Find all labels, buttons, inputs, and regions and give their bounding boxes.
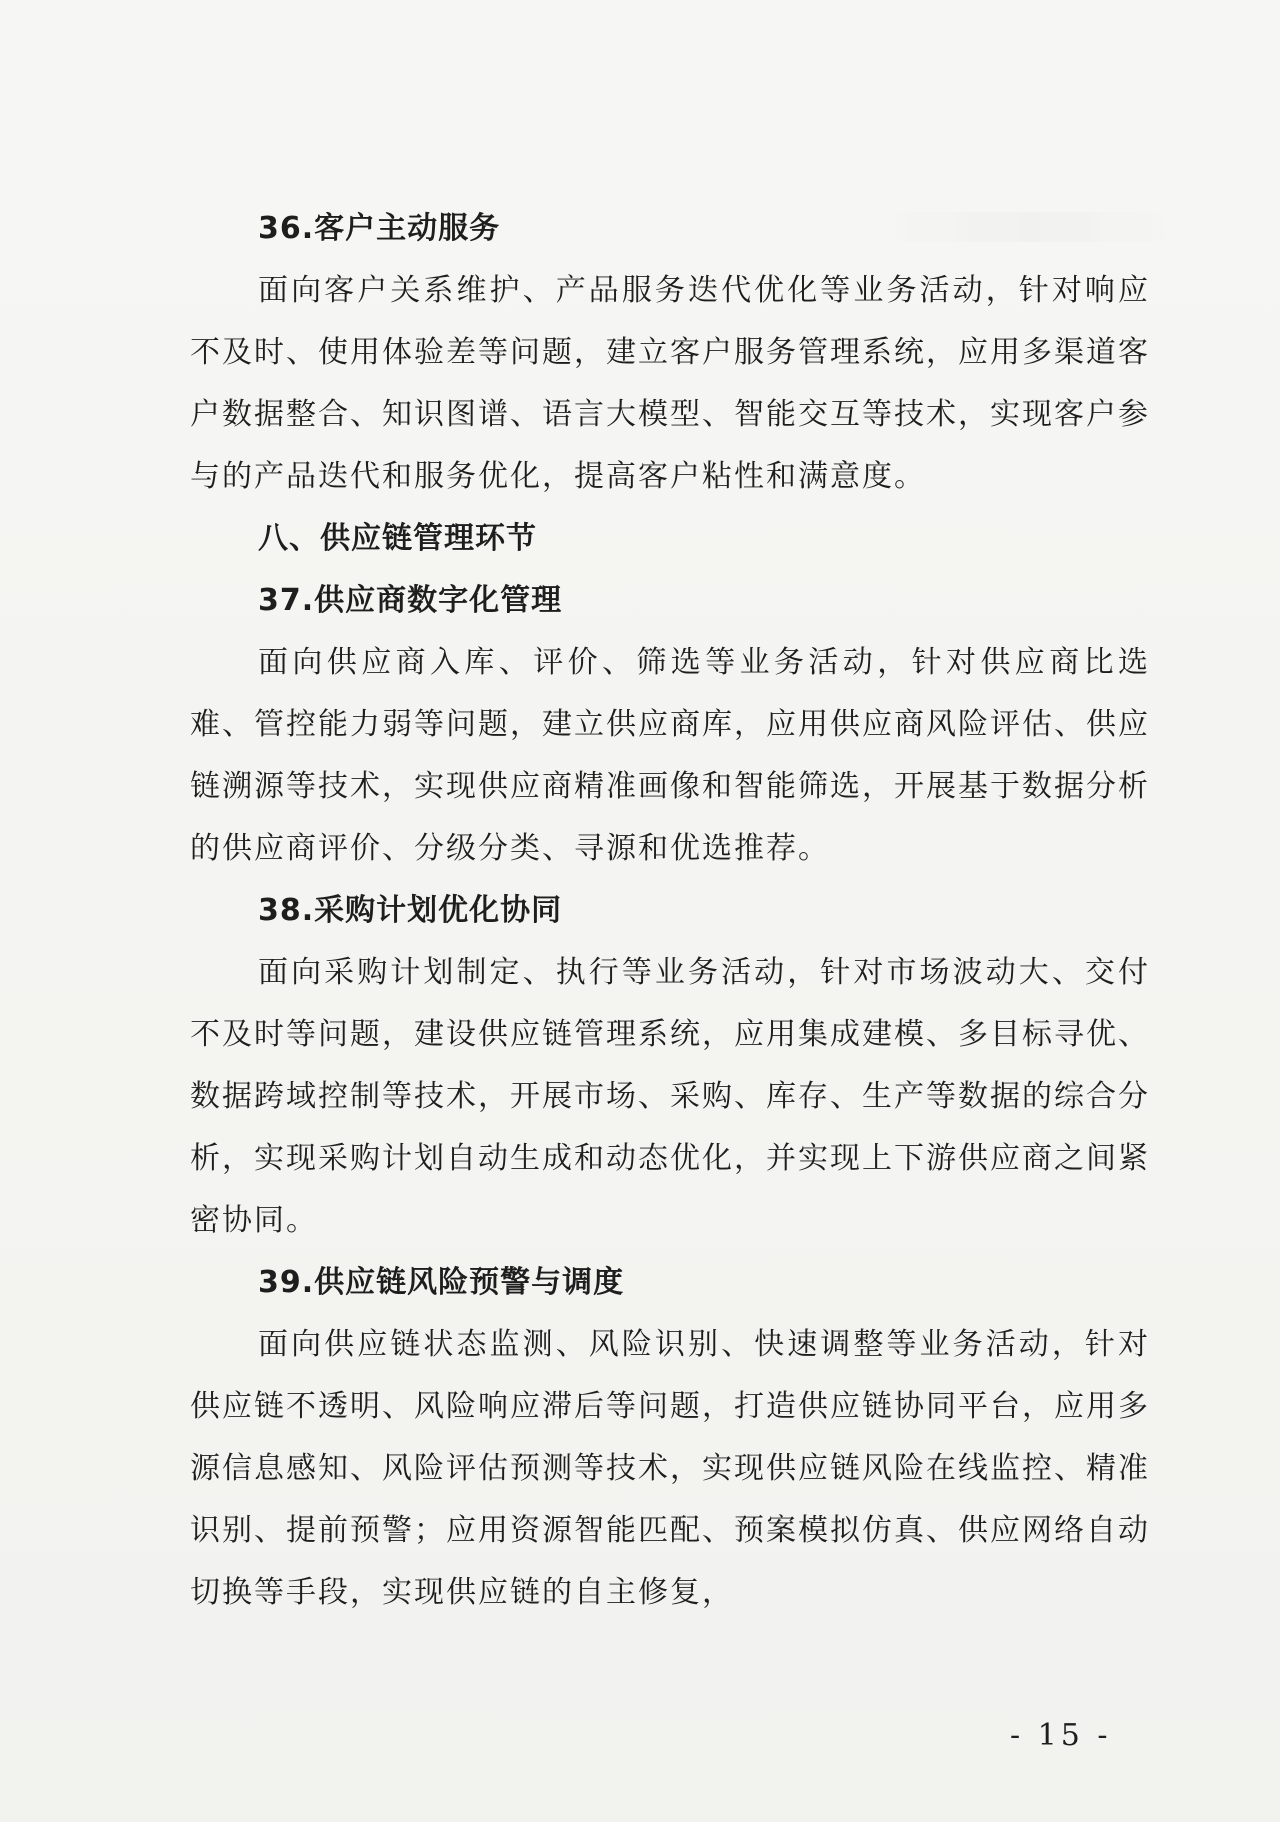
item-paragraph-39: 面向供应链状态监测、风险识别、快速调整等业务活动，针对供应链不透明、风险响应滞后等问题，打造供应链协同平台，应用多源信息感知、风险评估预测等技术，实现供应链风险在线监控、精准识别、提前预警；应用资源智能匹配、预案模拟仿真、供应网络自动切换等手段，实现供应链的自主修复，	[190, 1327, 1150, 1610]
item-paragraph-38: 面向采购计划制定、执行等业务活动，针对市场波动大、交付不及时等问题，建设供应链管理系统，应用集成建模、多目标寻优、数据跨域控制等技术，开展市场、采购、库存、生产等数据的综合分析，实现采购计划自动生成和动态优化，并实现上下游供应商之间紧密协同。	[190, 955, 1150, 1238]
item-paragraph-36: 面向客户关系维护、产品服务迭代优化等业务活动，针对响应不及时、使用体验差等问题，建立客户服务管理系统，应用多渠道客户数据整合、知识图谱、语言大模型、智能交互等技术，实现客户参与的产品迭代和服务优化，提高客户粘性和满意度。	[190, 273, 1150, 494]
document-body	[190, 198, 1150, 1624]
chapter-heading: 八、供应链管理环节	[258, 521, 537, 556]
item-heading-39: 39.供应链风险预警与调度	[258, 1265, 625, 1300]
item-paragraph-37: 面向供应商入库、评价、筛选等业务活动，针对供应商比选难、管控能力弱等问题，建立供应商库，应用供应商风险评估、供应链溯源等技术，实现供应商精准画像和智能筛选，开展基于数据分析的供应商评价、分级分类、寻源和优选推荐。	[190, 645, 1150, 866]
item-heading-36: 36.客户主动服务	[258, 211, 501, 246]
item-heading-38: 38.采购计划优化协同	[258, 893, 563, 928]
item-heading-37: 37.供应商数字化管理	[258, 583, 563, 618]
page-number: - 15 -	[1010, 1718, 1112, 1753]
